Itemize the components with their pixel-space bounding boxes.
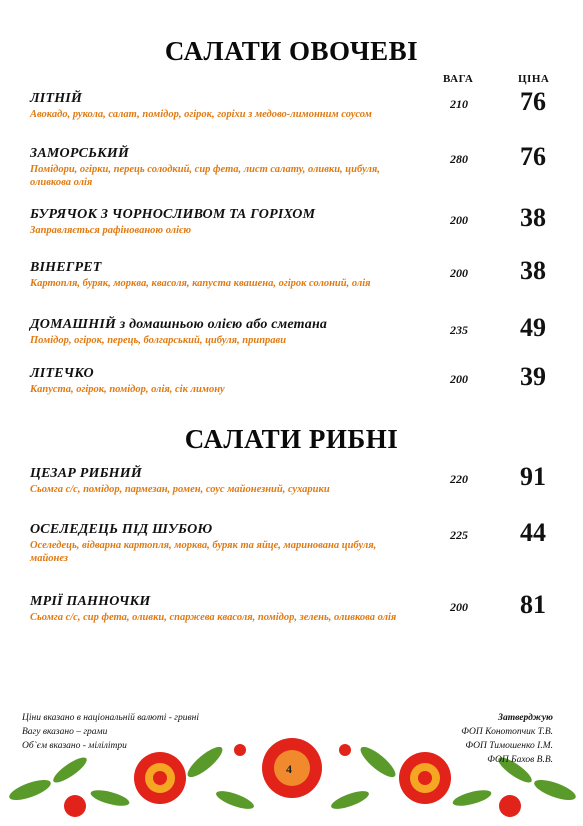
item-description: Картопля, буряк, морква, квасоля, капуста квашена, огірок солоний, олія	[30, 278, 371, 289]
item-description: Помідор, огірок, перець, болгарський, цибуля, приправи	[30, 335, 287, 346]
signatory: ФОП Конотопчик Т.В.	[461, 727, 553, 737]
signatory: ФОП Бахов В.В.	[487, 755, 553, 765]
item-description: Заправляється рафінованою олією	[30, 225, 192, 236]
menu-item	[30, 203, 583, 251]
item-name: ДОМАШНІЙ з домашньою олією або сметана	[30, 317, 328, 332]
menu-item	[30, 142, 583, 190]
weight-note: Вагу вказано – грами	[22, 727, 108, 737]
menu-item	[30, 87, 583, 135]
footer-approval	[461, 711, 553, 767]
section-title-fish: САЛАТИ РИБНІ	[184, 424, 399, 454]
currency-note: Ціни вказано в національній валюті - гривні	[22, 713, 199, 723]
item-description: Сьомга с/с, сир фета, оливки, спаржева квасоля, помідор, зелень, оливкова олія	[30, 612, 397, 623]
item-name: ЦЕЗАР РИБНИЙ	[30, 466, 142, 481]
menu-item	[30, 590, 583, 638]
item-description: Помідори, огірки, перець солодкий, сир фета, лист салату, оливки, цибуля, оливкова олія	[30, 164, 380, 188]
item-price: 38	[520, 256, 546, 285]
item-name: БУРЯЧОК З ЧОРНОСЛИВОМ ТА ГОРІХОМ	[30, 207, 316, 222]
menu-item	[30, 518, 583, 566]
item-name: МРІЇ ПАННОЧКИ	[30, 594, 151, 609]
item-weight: 280	[450, 152, 468, 166]
signatory: ФОП Тимошенко І.М.	[465, 741, 553, 751]
item-name: ЛІТНІЙ	[30, 91, 83, 106]
approve-label: Затверджую	[498, 713, 553, 723]
item-weight: 235	[450, 323, 468, 337]
item-price: 76	[520, 87, 546, 116]
page-number: 4	[286, 762, 292, 776]
item-price: 44	[520, 518, 546, 547]
item-price: 39	[520, 362, 546, 391]
menu-item	[30, 256, 583, 304]
item-name: ЗАМОРСЬКИЙ	[30, 146, 130, 161]
item-name: ОСЕЛЕДЕЦЬ ПІД ШУБОЮ	[30, 522, 213, 537]
item-weight: 200	[450, 213, 468, 227]
volume-note: Об`єм вказано - мілілітри	[22, 741, 127, 751]
item-weight: 200	[450, 372, 468, 386]
item-price: 49	[520, 313, 546, 342]
item-description: Авокадо, рукола, салат, помідор, огірок, горіхи з медово-лимонним соусом	[30, 109, 372, 120]
item-price: 38	[520, 203, 546, 232]
item-description: Капуста, огірок, помідор, олія, сік лимону	[30, 384, 225, 395]
column-header-weight: ВАГА	[443, 73, 474, 85]
menu-item	[30, 313, 583, 361]
item-weight: 200	[450, 266, 468, 280]
item-description: Сьомга с/с, помідор, пармезан, ромен, соус майонезний, сухарики	[30, 484, 330, 495]
item-weight: 210	[450, 97, 468, 111]
section-title-vegetable: САЛАТИ ОВОЧЕВІ	[164, 36, 419, 66]
item-description: Оселедець, відварна картопля, морква, буряк та яйце, маринована цибуля, майонез	[30, 540, 377, 564]
item-weight: 200	[450, 600, 468, 614]
item-weight: 220	[450, 472, 468, 486]
item-name: ВІНЕГРЕТ	[30, 260, 102, 275]
item-price: 91	[520, 462, 546, 491]
column-header-price: ЦІНА	[518, 73, 550, 85]
item-weight: 225	[450, 528, 468, 542]
footer-notes	[22, 711, 199, 753]
menu-item	[30, 362, 583, 410]
item-price: 76	[520, 142, 546, 171]
item-price: 81	[520, 590, 546, 619]
item-name: ЛІТЕЧКО	[30, 366, 94, 381]
menu-item	[30, 462, 583, 510]
